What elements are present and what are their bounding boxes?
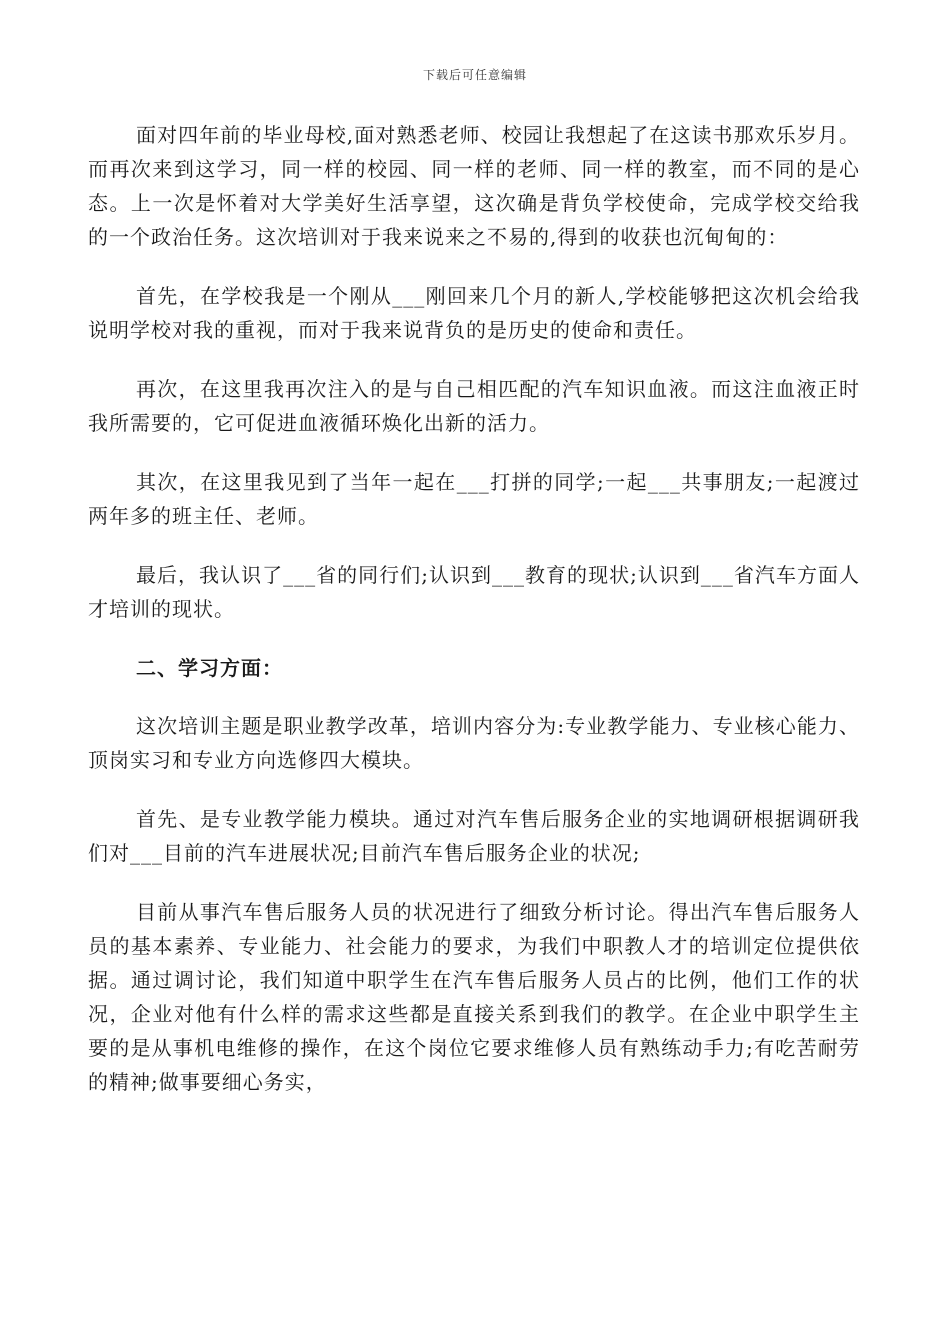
section-heading-study: 二、学习方面： bbox=[136, 656, 283, 680]
paragraph-service-analysis: 目前从事汽车售后服务人员的状况进行了细致分析讨论。得出汽车售后服务人员的基本素养、专业能力、社会能力的要求，为我们中职教人才的培训定位提供依据。通过调讨论，我们知道中职学生在汽车售后服务人员占的比例，他们工作的状况，企业对他有什么样的需求这些都是直接关系到我们的教学。在企业中职学生主要的是从事机电维修的操作，在这个岗位它要求维修人员有熟练动手力;有吃苦耐劳的精神;做事要细心务实， bbox=[88, 900, 860, 1094]
document-body bbox=[88, 118, 860, 1124]
paragraph-teaching-module: 首先、是专业教学能力模块。通过对汽车售后服务企业的实地调研根据调研我们对___目前的汽车进展状况;目前汽车售后服务企业的状况; bbox=[88, 807, 860, 865]
paragraph-first: 首先，在学校我是一个刚从___刚回来几个月的新人,学校能够把这次机会给我说明学校对我的重视，而对于我来说背负的是历史的使命和责任。 bbox=[88, 284, 860, 342]
paragraph-intro: 面对四年前的毕业母校,面对熟悉老师、校园让我想起了在这读书那欢乐岁月。而再次来到这学习，同一样的校园、同一样的老师、同一样的教室，而不同的是心态。上一次是怀着对大学美好生活享望，这次确是背负学校使命，完成学校交给我的一个政治任务。这次培训对于我来说来之不易的,得到的收获也沉甸甸的： bbox=[88, 123, 860, 249]
page-header-note: 下载后可任意编辑 bbox=[422, 68, 527, 82]
paragraph-training-theme: 这次培训主题是职业教学改革，培训内容分为:专业教学能力、专业核心能力、顶岗实习和专业方向选修四大模块。 bbox=[88, 714, 860, 772]
paragraph-second: 其次，在这里我见到了当年一起在___打拼的同学;一起___共事朋友;一起渡过两年多的班主任、老师。 bbox=[88, 470, 860, 528]
paragraph-last: 最后，我认识了___省的同行们;认识到___教育的现状;认识到___省汽车方面人才培训的现状。 bbox=[88, 563, 860, 621]
paragraph-again: 再次，在这里我再次注入的是与自己相匹配的汽车知识血液。而这注血液正时我所需要的，它可促进血液循环焕化出新的活力。 bbox=[88, 377, 860, 435]
